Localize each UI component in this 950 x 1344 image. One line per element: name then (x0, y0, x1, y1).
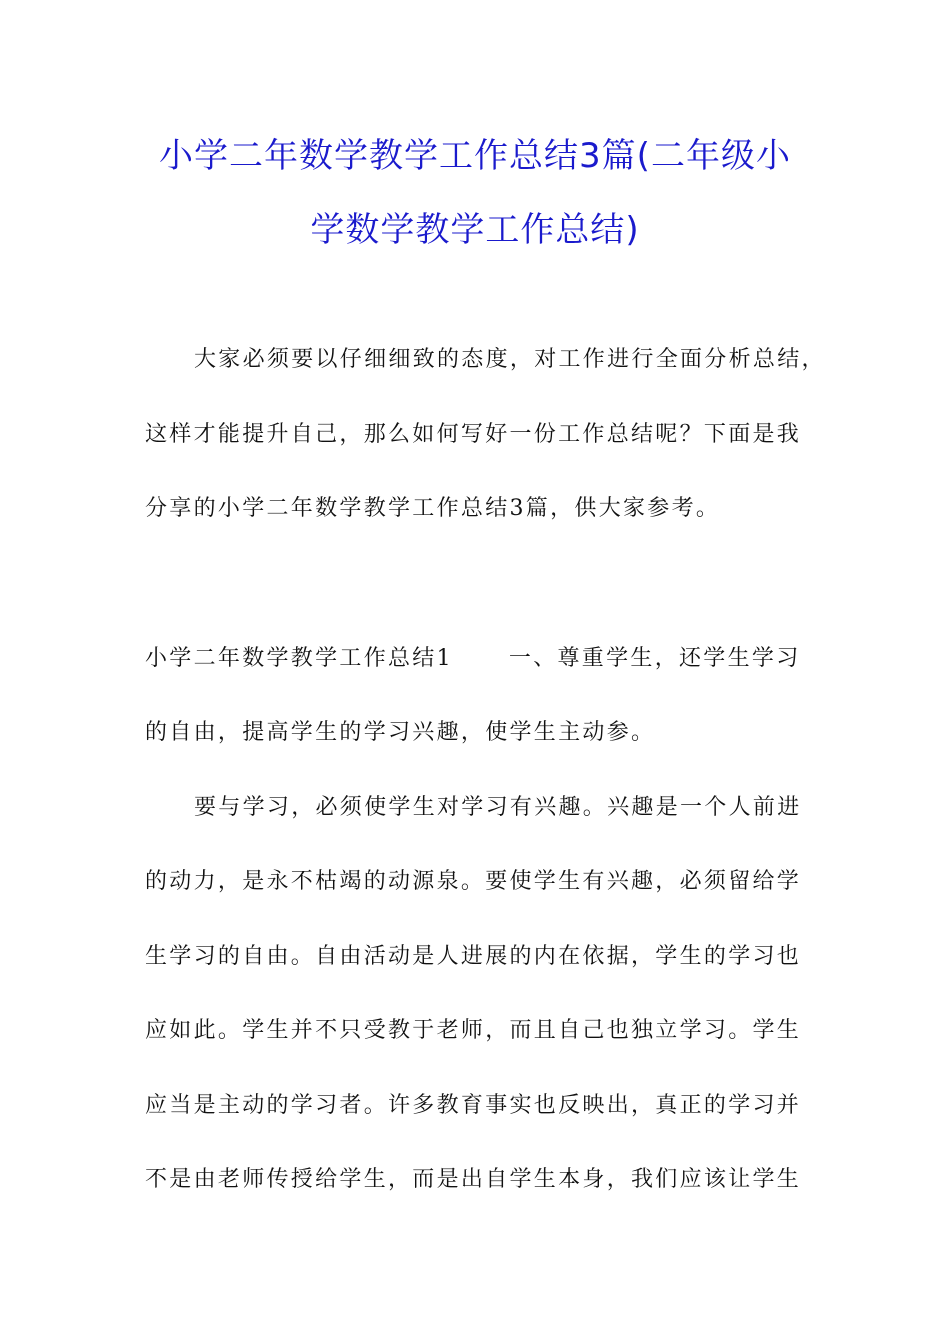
section1-line-1-rest: 一、尊重学生，还学生学习 (508, 646, 801, 671)
section1-line-2: 的自由，提高学生的学习兴趣，使学生主动参。 (145, 720, 656, 745)
intro-line-1: 大家必须要以仔细细致的态度，对工作进行全面分析总结， (194, 347, 826, 372)
document-title-line-1: 小学二年数学教学工作总结3篇(二年级小 (159, 136, 791, 176)
paragraph2-line-4: 应如此。学生并不只受教于老师，而且自己也独立学习。学生 (145, 1018, 802, 1043)
paragraph2-line-1: 要与学习，必须使学生对学习有兴趣。兴趣是一个人前进 (194, 795, 802, 820)
section1-line-1 (145, 644, 810, 674)
paragraph2-line-2: 的动力，是永不枯竭的动源泉。要使学生有兴趣，必须留给学 (145, 869, 802, 894)
document-title-line-2: 学数学教学工作总结) (310, 210, 640, 250)
paragraph2-line-6: 不是由老师传授给学生，而是出自学生本身，我们应该让学生 (145, 1167, 802, 1192)
intro-line-2: 这样才能提升自己，那么如何写好一份工作总结呢？下面是我 (145, 422, 802, 447)
paragraph2-line-5: 应当是主动的学习者。许多教育事实也反映出，真正的学习并 (145, 1093, 802, 1118)
paragraph2-line-3: 生学习的自由。自由活动是人进展的内在依据，学生的学习也 (145, 944, 802, 969)
intro-line-3: 分享的小学二年数学教学工作总结3篇，供大家参考。 (145, 496, 721, 521)
section1-heading: 小学二年数学教学工作总结1 (145, 646, 453, 671)
